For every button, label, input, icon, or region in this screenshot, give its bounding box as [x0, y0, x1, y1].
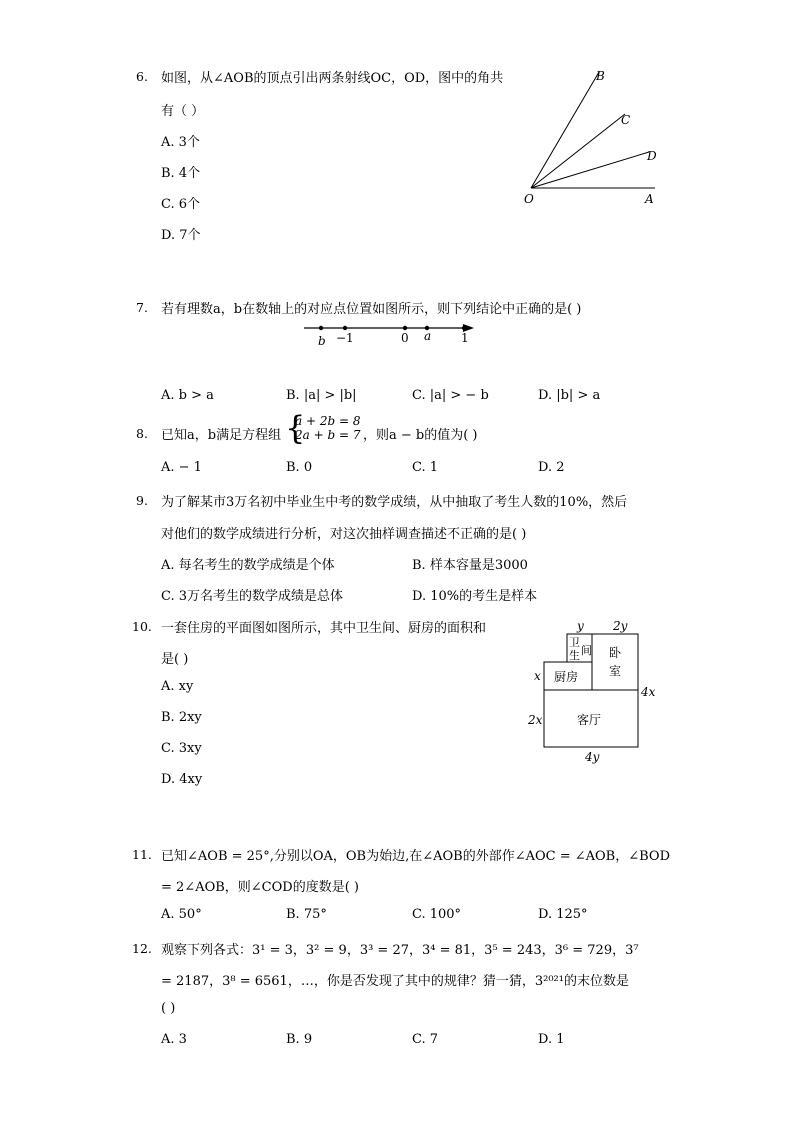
label-wo: 卧	[609, 646, 622, 660]
q6-stem-line2: 有（ ）	[161, 104, 205, 119]
tick-label-neg1: −1	[336, 331, 354, 345]
bedroom-rect	[592, 634, 638, 690]
q6-angle-figure	[515, 62, 675, 212]
q12-option-a: A. 3	[161, 1032, 187, 1047]
q8-number: 8.	[136, 426, 148, 441]
q12-stem-line2: = 2187，3⁸ = 6561，…，你是否发现了其中的规律？猜一猜，3²⁰²¹的末位数是	[161, 974, 629, 989]
q7-option-d: D. |b| > a	[538, 388, 601, 403]
q11-option-a: A. 50°	[161, 907, 202, 922]
q11-stem-line1: 已知∠AOB = 25°,分别以OA，OB为始边,在∠AOB的外部作∠AOC = ∠AOB，∠BOD	[161, 849, 671, 864]
label-o: O	[524, 192, 534, 206]
q8-option-a: A. − 1	[161, 460, 202, 475]
tick-label-b: b	[318, 334, 326, 348]
q8-eq2: 2a + b = 7	[295, 428, 361, 442]
q9-stem-line1: 为了解某市3万名初中毕业生中考的数学成绩，从中抽取了考生人数的10%，然后	[161, 495, 628, 510]
point-neg1	[343, 326, 347, 330]
q12-option-d: D. 1	[538, 1032, 565, 1047]
label-a: A	[645, 192, 654, 206]
label-living-room: 客厅	[577, 713, 602, 727]
q8-stem-post: ，则a − b的值为( )	[363, 428, 478, 443]
q8-eq1: a + 2b = 8	[295, 414, 361, 428]
q6-option-a: A. 3个	[161, 135, 200, 150]
q10-option-b: B. 2xy	[161, 710, 202, 725]
q8-option-b: B. 0	[286, 460, 313, 475]
label-shi: 室	[609, 664, 622, 678]
q11-option-c: C. 100°	[412, 907, 462, 922]
q8-option-d: D. 2	[538, 460, 565, 475]
q9-stem-line2: 对他们的数学成绩进行分析，对这次抽样调查描述不正确的是( )	[161, 527, 527, 542]
tick-label-zero: 0	[401, 331, 409, 345]
q6-stem-line1: 如图，从∠AOB的顶点引出两条射线OC，OD，图中的角共	[161, 71, 504, 86]
q12-stem-line1: 观察下列各式：3¹ = 3，3² = 9，3³ = 27，3⁴ = 81，3⁵ = 243，3⁶ = 729，3⁷	[161, 943, 639, 958]
label-x-left: x	[534, 669, 541, 683]
label-2x-left: 2x	[528, 713, 543, 727]
q9-number: 9.	[136, 493, 148, 508]
q11-stem-line2: = 2∠AOB，则∠COD的度数是( )	[161, 880, 359, 895]
q7-option-b: B. |a| > |b|	[286, 388, 357, 403]
q10-stem-line2: 是( )	[161, 652, 189, 667]
point-zero	[403, 326, 407, 330]
q11-number: 11.	[132, 847, 152, 862]
q8-brace: {	[285, 409, 306, 447]
q7-stem: 若有理数a，b在数轴上的对应点位置如图所示，则下列结论中正确的是( )	[161, 302, 582, 317]
q8-stem-pre: 已知a，b满足方程组	[161, 428, 282, 443]
label-wei: 卫	[569, 636, 580, 649]
q12-option-c: C. 7	[412, 1032, 439, 1047]
q10-floor-plan	[525, 615, 665, 765]
label-4x-right: 4x	[641, 685, 656, 699]
q6-option-b: B. 4个	[161, 166, 201, 181]
q6-option-c: C. 6个	[161, 197, 201, 212]
q10-option-d: D. 4xy	[161, 772, 203, 787]
label-kitchen: 厨房	[554, 670, 579, 684]
label-sheng: 生	[569, 649, 580, 662]
q12-stem-line3: ( )	[161, 1001, 176, 1016]
q11-option-b: B. 75°	[286, 907, 327, 922]
q9-option-b: B. 样本容量是3000	[412, 558, 528, 573]
q10-number: 10.	[132, 619, 152, 634]
q7-number: 7.	[136, 300, 148, 315]
q7-option-a: A. b > a	[161, 388, 214, 403]
point-b	[319, 326, 323, 330]
q6-number: 6.	[136, 69, 148, 84]
q6-option-d: D. 7个	[161, 228, 201, 243]
q9-option-a: A. 每名考生的数学成绩是个体	[161, 558, 335, 573]
label-d: D	[647, 149, 657, 163]
q9-option-d: D. 10%的考生是样本	[412, 589, 538, 604]
q12-number: 12.	[132, 941, 152, 956]
label-b: B	[596, 69, 605, 83]
tick-label-a: a	[424, 329, 432, 343]
q9-option-c: C. 3万名考生的数学成绩是总体	[161, 589, 344, 604]
tick-label-one: 1	[461, 331, 469, 345]
label-jian: 间	[581, 644, 592, 657]
label-4y-bottom: 4y	[585, 750, 600, 764]
point-one	[462, 326, 466, 330]
q7-option-c: C. |a| > − b	[412, 388, 489, 403]
q12-option-b: B. 9	[286, 1032, 313, 1047]
label-y-top: y	[577, 619, 584, 633]
q11-option-d: D. 125°	[538, 907, 588, 922]
q10-option-c: C. 3xy	[161, 741, 202, 756]
q7-number-line	[300, 318, 480, 350]
q10-option-a: A. xy	[161, 679, 194, 694]
ray-oc	[531, 114, 625, 188]
label-c: C	[621, 113, 631, 127]
q8-option-c: C. 1	[412, 460, 439, 475]
q10-stem-line1: 一套住房的平面图如图所示，其中卫生间、厨房的面积和	[161, 621, 487, 636]
label-2y-top: 2y	[613, 619, 628, 633]
